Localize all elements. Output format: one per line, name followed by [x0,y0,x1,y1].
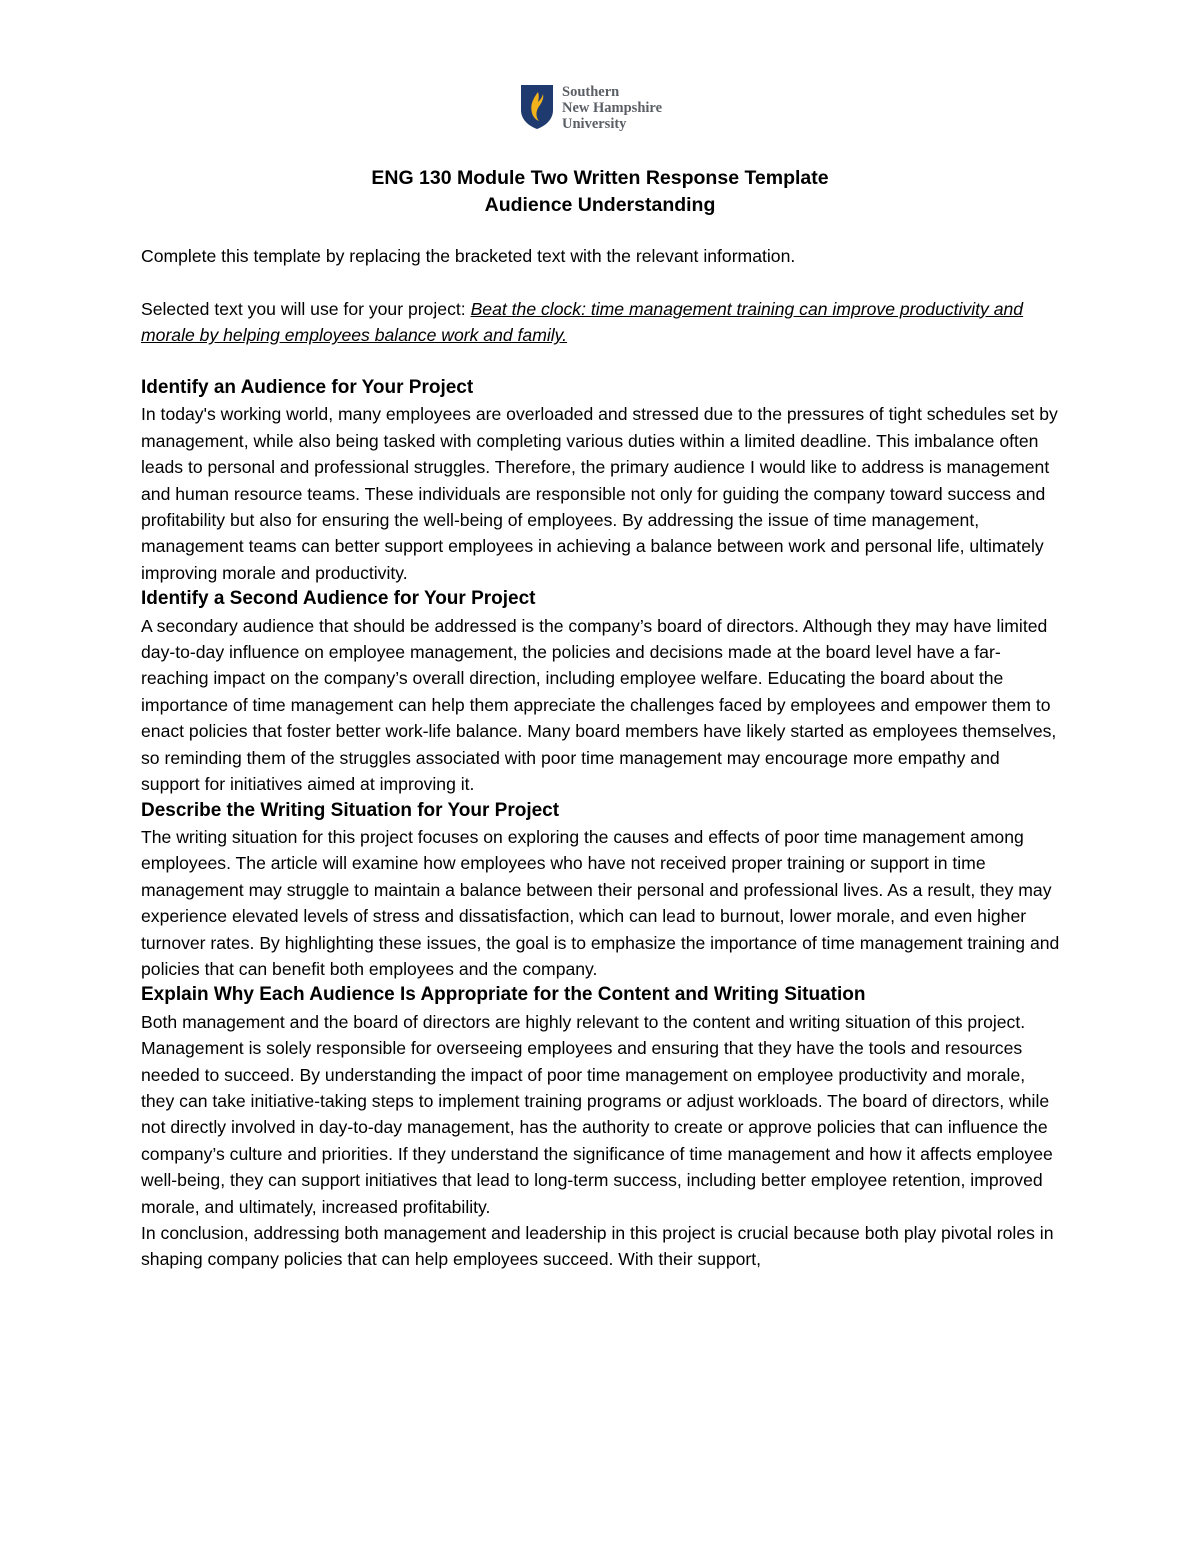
logo-wordmark [562,84,662,132]
section-body-audience-appropriateness: Both management and the board of directors are highly relevant to the content and writing situation of this project. Management is solely responsible for overseeing employees and ensuring that they have the tools and resources needed to succeed. By understanding the impact of poor time management on employee productivity and morale, they can take initiative-taking steps to implement training programs or adjust workloads. The board of directors, while not directly involved in day-to-day management, has the authority to create or approve policies that can influence the company’s culture and priorities. If they understand the significance of time management and how it affects employee well-being, they can support initiatives that lead to long-term success, including better employee retention, improved morale, and ultimately, increased profitability. [141,1011,1053,1217]
document-title-block [0,165,1200,219]
document-title: ENG 130 Module Two Written Response Template [371,167,829,189]
section-body-first-audience: In today's working world, many employees are overloaded and stressed due to the pressures of tight schedules set by management, while also being tasked with completing various duties within a limited deadline. This imbalance often leads to personal and professional struggles. Therefore, the primary audience I would like to address is management and human resource teams. These individuals are responsible not only for guiding the company toward success and profitability but also for ensuring the well-being of employees. By addressing the issue of time management, management teams can better support employees in achieving a balance between work and personal life, ultimately improving morale and productivity. [141,404,1058,583]
section-heading-audience-appropriateness: Explain Why Each Audience Is Appropriate for the Content and Writing Situation [141,984,866,1006]
instructions-text: Complete this template by replacing the bracketed text with the relevant information. [141,246,796,266]
section-heading-writing-situation: Describe the Writing Situation for Your Project [141,799,560,821]
selected-text-label: Selected text you will use for your project: [141,298,471,319]
section-heading-second-audience: Identify a Second Audience for Your Project [141,588,536,610]
section-body-writing-situation: The writing situation for this project focuses on exploring the causes and effects of poor time management among employees. The article will examine how employees who have not received proper training or support in time management may struggle to maintain a balance between their personal and professional lives. As a result, they may experience elevated levels of stress and dissatisfaction, which can lead to burnout, lower morale, and even higher turnover rates. By highlighting these issues, the goal is to emphasize the importance of time management training and policies that can benefit both employees and the company. [141,826,1060,979]
shield-flame-icon [520,84,554,130]
selected-text-line [141,296,1061,349]
document-body [141,243,1061,1273]
section-body-second-audience: A secondary audience that should be addressed is the company’s board of directors. Although they may have limited day-to-day influence on employee management, the policies and decisions made at the board level have a far-reaching impact on the company’s overall direction, including employee welfare. Educating the board about the importance of time management can help them appreciate the challenges faced by employees and empower them to enact policies that foster better work-life balance. Many board members have likely started as employees themselves, so reminding them of the struggles associated with poor time management may encourage more empathy and support for initiatives aimed at improving it. [141,615,1057,795]
section-body-conclusion: In conclusion, addressing both management and leadership in this project is crucial because both play pivotal roles in shaping company policies that can help employees succeed. With their support, [141,1223,1054,1270]
section-heading-first-audience: Identify an Audience for Your Project [141,377,474,398]
logo-line-2: New Hampshire [562,100,663,116]
logo-line-3: University [562,116,627,132]
document-subtitle: Audience Understanding [484,194,716,216]
selected-text-title: Beat the clock: time management training can improve productivity and morale by helping employees balance work and family. [141,298,1024,346]
university-logo [520,84,662,132]
logo-line-1: Southern [562,84,620,100]
